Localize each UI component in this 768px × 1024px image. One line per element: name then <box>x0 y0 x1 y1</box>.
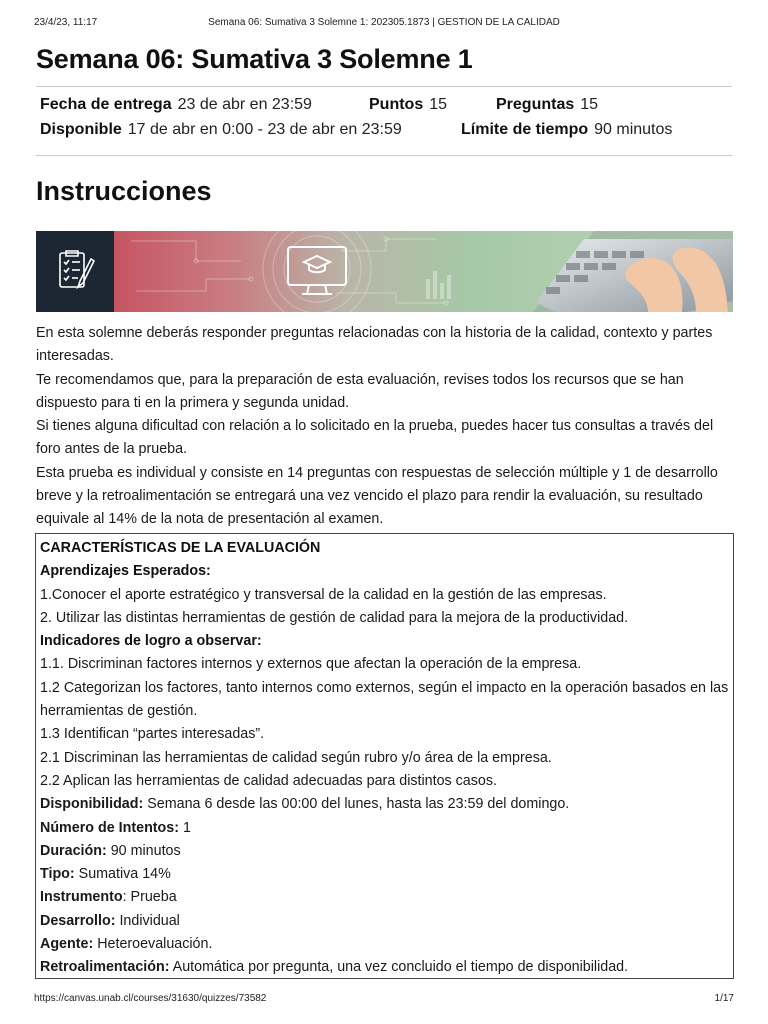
instructions-heading: Instrucciones <box>36 176 212 206</box>
feedback-row <box>40 956 729 979</box>
availability-row <box>40 793 729 816</box>
print-document-title: Semana 06: Sumativa 3 Solemne 1: 202305.1873 | GESTION DE LA CALIDAD <box>208 17 560 28</box>
agent-row <box>40 933 729 956</box>
development-row <box>40 910 729 933</box>
instrument-value: : Prueba <box>122 889 177 906</box>
availability-row-label: Disponibilidad: <box>40 796 144 813</box>
type-row <box>40 863 729 886</box>
expected-learning-item: 2. Utilizar las distintas herramientas de gestión de calidad para la mejora de la productividad. <box>40 609 629 626</box>
due-date <box>40 96 312 114</box>
type-value: Sumativa 14% <box>74 866 171 883</box>
availability-row-value: Semana 6 desde las 00:00 del lunes, hasta las 23:59 del domingo. <box>143 796 570 813</box>
evaluation-characteristics-box <box>35 533 734 979</box>
instrument-row <box>40 886 729 909</box>
duration-row <box>40 840 729 863</box>
time-limit <box>461 121 672 139</box>
points-label: Puntos <box>369 96 424 113</box>
instructions-paragraph: Te recomendamos que, para la preparación de esta evaluación, revises todos los recursos que se han dispuesto para ti en la primera y segunda unidad. <box>36 371 684 411</box>
availability-value: 17 de abr en 0:00 - 23 de abr en 23:59 <box>127 121 402 138</box>
divider <box>36 86 732 87</box>
instrument-label: Instrumento <box>40 889 123 906</box>
type-label: Tipo: <box>40 866 75 883</box>
indicator-item: 1.3 Identifican “partes interesadas”. <box>40 726 265 743</box>
due-date-label: Fecha de entrega <box>40 96 172 113</box>
divider <box>36 155 732 156</box>
feedback-label: Retroalimentación: <box>40 959 170 976</box>
points <box>369 96 447 114</box>
page-number: 1/17 <box>714 993 734 1004</box>
duration-value: 90 minutos <box>106 842 181 859</box>
questions-value: 15 <box>580 96 599 113</box>
indicators-heading: Indicadores de logro a observar: <box>40 633 262 650</box>
availability-label: Disponible <box>40 121 122 138</box>
attempts-row <box>40 817 729 840</box>
attempts-value: 1 <box>179 819 191 836</box>
instructions-paragraph: Si tienes alguna dificultad con relación a lo solicitado en la prueba, puedes hacer tus consultas a través del foro antes de la prueba. <box>36 418 714 458</box>
availability <box>40 121 402 139</box>
page-url: https://canvas.unab.cl/courses/31630/quizzes/73582 <box>34 993 267 1004</box>
development-value: Individual <box>115 912 180 929</box>
instructions-banner <box>36 231 733 312</box>
expected-learning-heading: Aprendizajes Esperados: <box>40 563 211 580</box>
expected-learning-item: 1.Conocer el aporte estratégico y transversal de la calidad en la gestión de las empresas. <box>40 586 607 603</box>
agent-label: Agente: <box>40 936 94 953</box>
page-title: Semana 06: Sumativa 3 Solemne 1 <box>36 44 473 74</box>
indicator-item: 2.2 Aplican las herramientas de calidad adecuadas para distintos casos. <box>40 772 497 789</box>
feedback-value: Automática por pregunta, una vez concluido el tiempo de disponibilidad. <box>169 959 629 976</box>
indicator-item: 1.2 Categorizan los factores, tanto internos como externos, según el impacto en la operación basados en las herramientas de gestión. <box>40 679 729 720</box>
characteristics-heading: CARACTERÍSTICAS DE LA EVALUACIÓN <box>40 540 321 556</box>
instructions-text <box>36 322 734 532</box>
print-datetime: 23/4/23, 11:17 <box>34 17 98 28</box>
indicator-item: 2.1 Discriminan las herramientas de calidad según rubro y/o área de la empresa. <box>40 749 552 766</box>
attempts-label: Número de Intentos: <box>40 819 180 836</box>
print-header <box>34 17 734 31</box>
banner-image <box>36 231 733 312</box>
questions-label: Preguntas <box>496 96 575 113</box>
time-limit-value: 90 minutos <box>594 121 673 138</box>
due-date-value: 23 de abr en 23:59 <box>177 96 312 113</box>
agent-value: Heteroevaluación. <box>93 936 213 953</box>
instructions-paragraph: Esta prueba es individual y consiste en 14 preguntas con respuestas de selección múltiple y 1 de desarrollo breve y la retroalimentación se entregará una vez vencido el plazo para rendir la evaluación, su resultado equivale al 14% de la nota de presentación al examen. <box>36 464 718 528</box>
questions <box>496 96 598 114</box>
instructions-paragraph: En esta solemne deberás responder preguntas relacionadas con la historia de la calidad, contexto y partes interesadas. <box>36 325 713 365</box>
indicator-item: 1.1. Discriminan factores internos y externos que afectan la operación de la empresa. <box>40 656 582 673</box>
duration-label: Duración: <box>40 842 107 859</box>
time-limit-label: Límite de tiempo <box>461 121 589 138</box>
development-label: Desarrollo: <box>40 912 116 929</box>
points-value: 15 <box>429 96 448 113</box>
